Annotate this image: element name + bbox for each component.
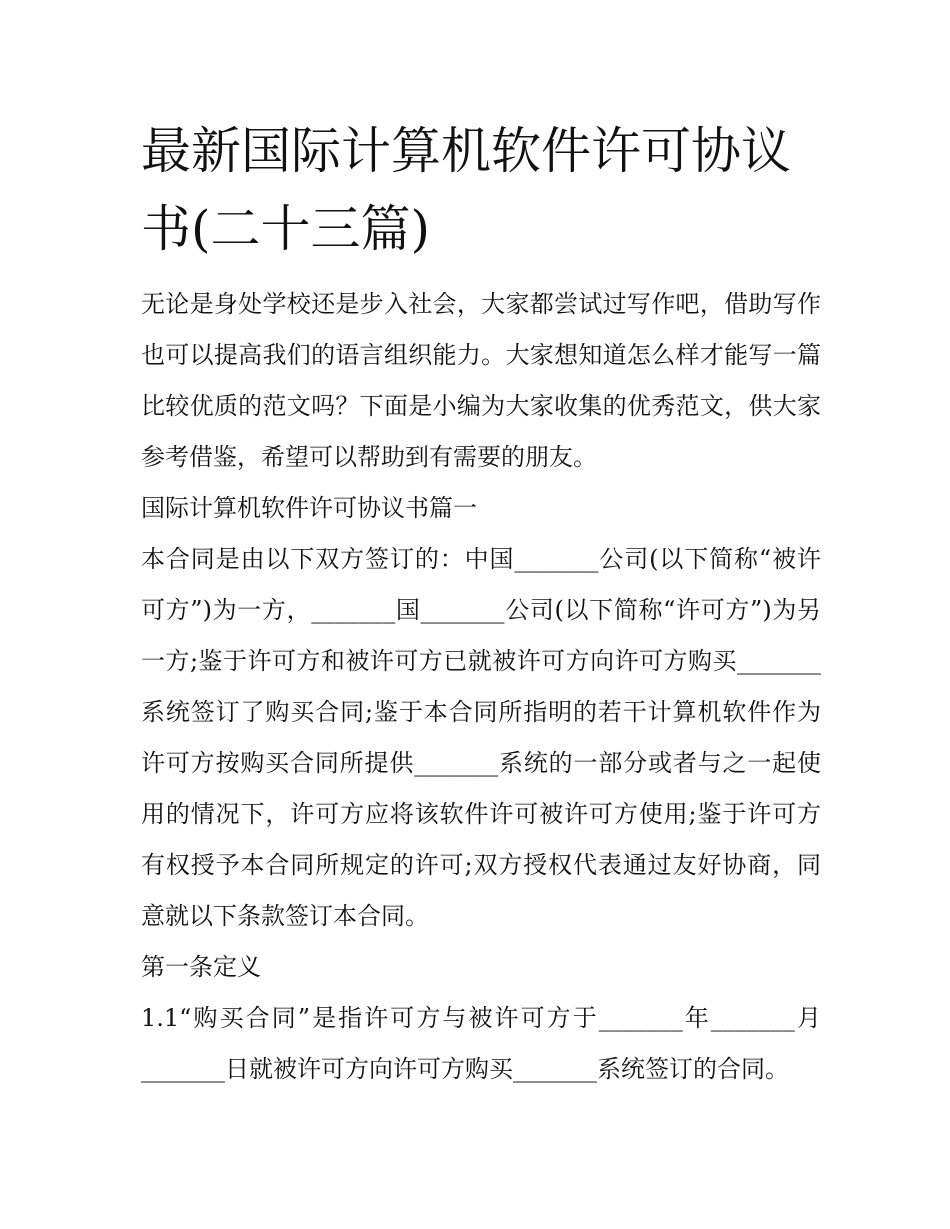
title-block xyxy=(141,112,821,267)
section-heading: 国际计算机软件许可协议书篇一 xyxy=(141,494,477,522)
clause-1-1: 1.1“购买合同”是指许可方与被许可方于_______年_______月_______日就被许可方向许可方购买_______系统签订的合同。 xyxy=(141,1004,821,1083)
article-heading: 第一条定义 xyxy=(141,953,261,981)
contract-paragraph: 本合同是由以下双方签订的：中国_______公司(以下简称“被许可方”)为一方，_______国_______公司(以下简称“许可方”)为另一方;鉴于许可方和被许可方已就被许可方向许可方购买_______系统签订了购买合同;鉴于本合同所指明的若干计算机软件作为许可方按购买合同所提供_______系统的一部分或者与之一起使用的情况下，许可方应将该软件许可被许可方使用;鉴于许可方有权授予本合同所规定的许可;双方授权代表通过友好协商，同意就以下条款签订本合同。 xyxy=(141,545,821,930)
intro-paragraph: 无论是身处学校还是步入社会，大家都尝试过写作吧，借助写作也可以提高我们的语言组织能力。大家想知道怎么样才能写一篇比较优质的范文吗？下面是小编为大家收集的优秀范文，供大家参考借鉴，希望可以帮助到有需要的朋友。 xyxy=(141,290,821,471)
document-title: 最新国际计算机软件许可协议书(二十三篇) xyxy=(141,122,791,258)
document-content xyxy=(141,112,821,1095)
